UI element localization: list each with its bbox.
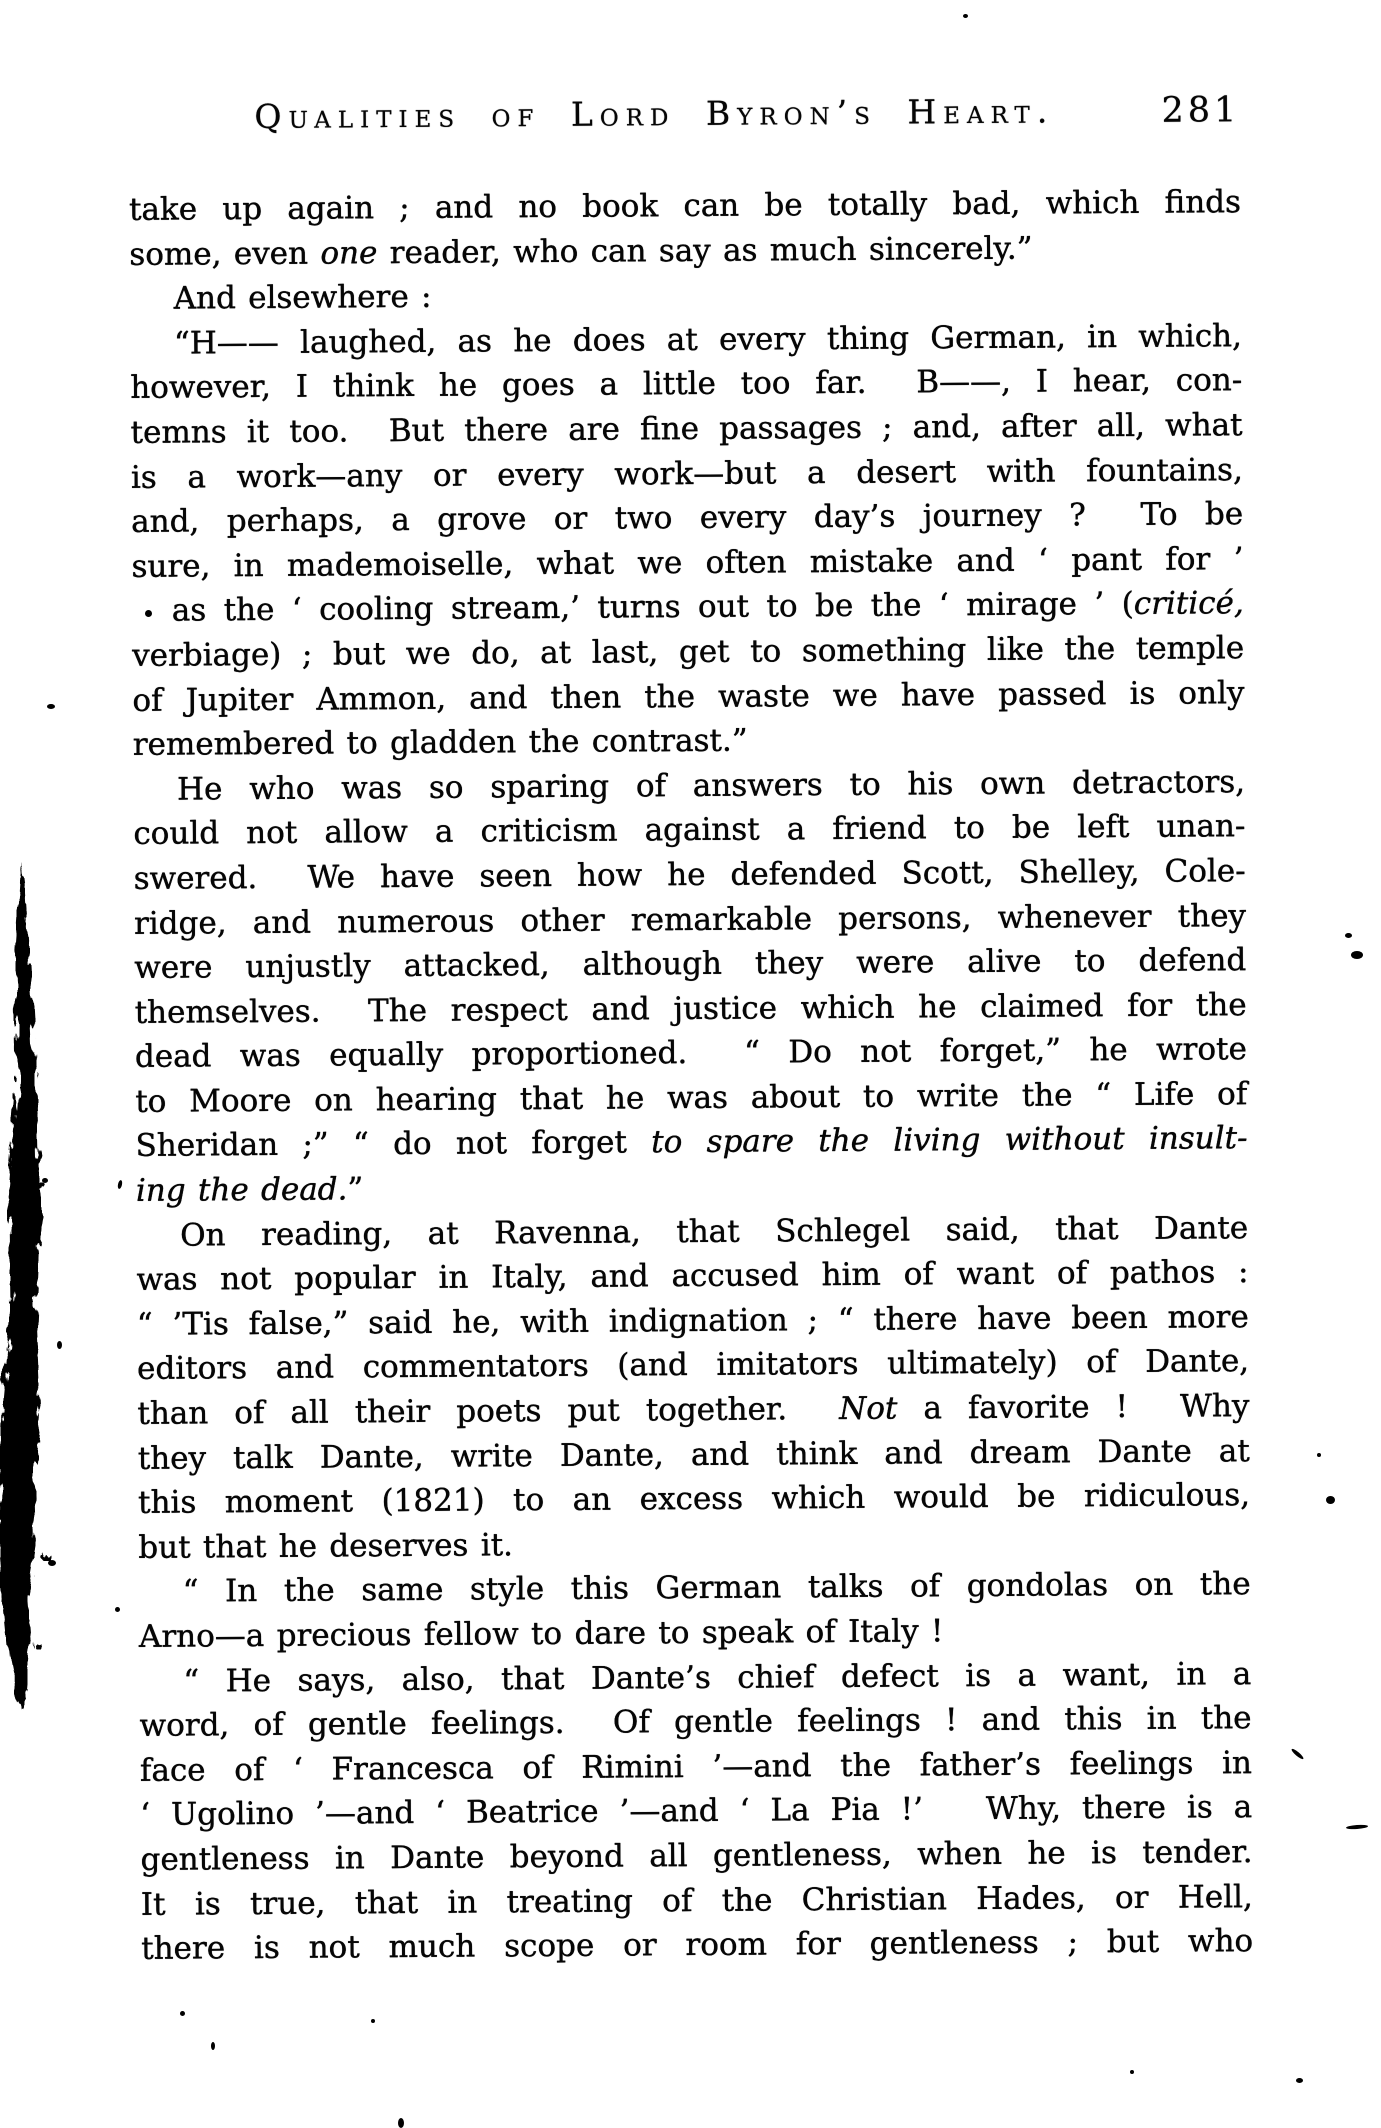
text-line: face of ‘ Francesca of Rimini ’—and the father’s feelings in [139,1744,1253,1789]
ink-speck [48,1560,56,1566]
ink-speck [1351,951,1363,959]
text-line: as the ‘ cooling stream,’ turns out to be the ‘ mirage ’ (criticé, [171,585,1244,629]
text-line: and, perhaps, a grove or two every day’s journey ? To be [131,496,1244,541]
text-line: ridge, and numerous other remarkable persons, whenever they [133,897,1247,942]
text-line: “ In the same style this German talks of gondolas on the [182,1566,1251,1610]
text-line: of Jupiter Ammon, and then the waste we have passed is only [132,674,1245,719]
text-line: there is not much scope or room for gentleness ; but who [141,1923,1254,1968]
text-line: however, I think he goes a little too far. B——, I hear, con- [130,362,1243,407]
text-line: gentleness in Dante beyond all gentleness, when he is tender. [140,1834,1253,1878]
ink-speck [115,1607,120,1612]
text-line: dead was equally proportioned. “ Do not forget,” he wrote [134,1031,1248,1076]
text-line: remembered to gladden the contrast.” [132,722,748,764]
body-text [129,180,1253,1971]
ink-speck [145,610,152,617]
text-line: could not allow a criticism against a friend to be left unan- [133,808,1246,853]
text-line: It is true, that in treating of the Christian Hades, or Hell, [140,1878,1253,1923]
text-line: On reading, at Ravenna, that Schlegel said, that Dante [180,1209,1249,1254]
text-line: take up again ; and no book can be totally bad, which finds [128,184,1242,228]
text-line: temns it too. But there are fine passages ; and, after all, what [130,407,1243,451]
ink-speck [1345,933,1352,938]
ink-speck [180,2011,185,2016]
page-number: 281 [1161,90,1241,131]
ink-speck [398,2118,404,2128]
text-line: ing the dead.” [135,1171,364,1209]
text-line: And elsewhere : [173,278,432,317]
text-line: ‘ Ugolino ’—and ‘ Beatrice ’—and ‘ La Pia !’ Why, there is a [140,1789,1253,1834]
text-line: themselves. The respect and justice which he claimed for the [134,986,1247,1031]
ink-speck [371,2019,375,2023]
ink-speck [211,2042,215,2050]
text-line: editors and commentators (and imitators ultimately) of Dante, [136,1343,1250,1388]
ink-speck [57,1341,62,1349]
running-title: Qualities of Lord Byron’s Heart. [254,91,1055,137]
text-line: “ ’Tis false,” said he, with indignation ; “ there have been more [136,1298,1249,1343]
text-line: than of all their poets put together. Not a favorite ! Why [137,1388,1250,1432]
text-line: to Moore on hearing that he was about to write the “ Life of [135,1075,1248,1120]
text-line: some, even one reader, who can say as much sincerely.” [129,230,1033,273]
text-line: Arno—a precious fellow to dare to speak of Italy ! [138,1613,944,1655]
ink-speck [1326,1496,1335,1504]
ink-speck [1317,1453,1321,1457]
ink-speck [1130,2070,1134,2074]
page-header [128,90,1240,137]
ink-speck [963,14,968,18]
text-line: swered. We have seen how he defended Scott, Shelley, Cole- [133,853,1246,897]
ink-speck [42,1178,48,1183]
text-line: Sheridan ;” “ do not forget to spare the living without insult- [135,1120,1248,1165]
text-line: He who was so sparing of answers to his own detractors, [176,763,1246,808]
text-line: were unjustly attacked, although they were alive to defend [134,942,1247,986]
text-line: “H—— laughed, as he does at every thing German, in which, [173,317,1243,362]
text-line: verbiage) ; but we do, at last, get to something like the temple [132,630,1245,674]
text-line: word, of gentle feelings. Of gentle feelings ! and this in the [139,1700,1252,1745]
text-line: was not popular in Italy, and accused him of want of pathos : [136,1254,1249,1299]
text-line: “ He says, also, that Dante’s chief defect is a want, in a [183,1655,1252,1700]
ink-speck [1296,2078,1303,2083]
text-line: but that he deserves it. [138,1527,514,1566]
ink-speck [47,704,55,709]
text-line: they talk Dante, write Dante, and think and dream Dante at [137,1432,1250,1477]
text-line: is a work—any or every work—but a desert with fountains, [130,451,1243,496]
text-line: this moment (1821) to an excess which would be ridiculous, [137,1477,1251,1522]
text-line: sure, in mademoiselle, what we often mistake and ‘ pant for ’ [131,540,1244,585]
